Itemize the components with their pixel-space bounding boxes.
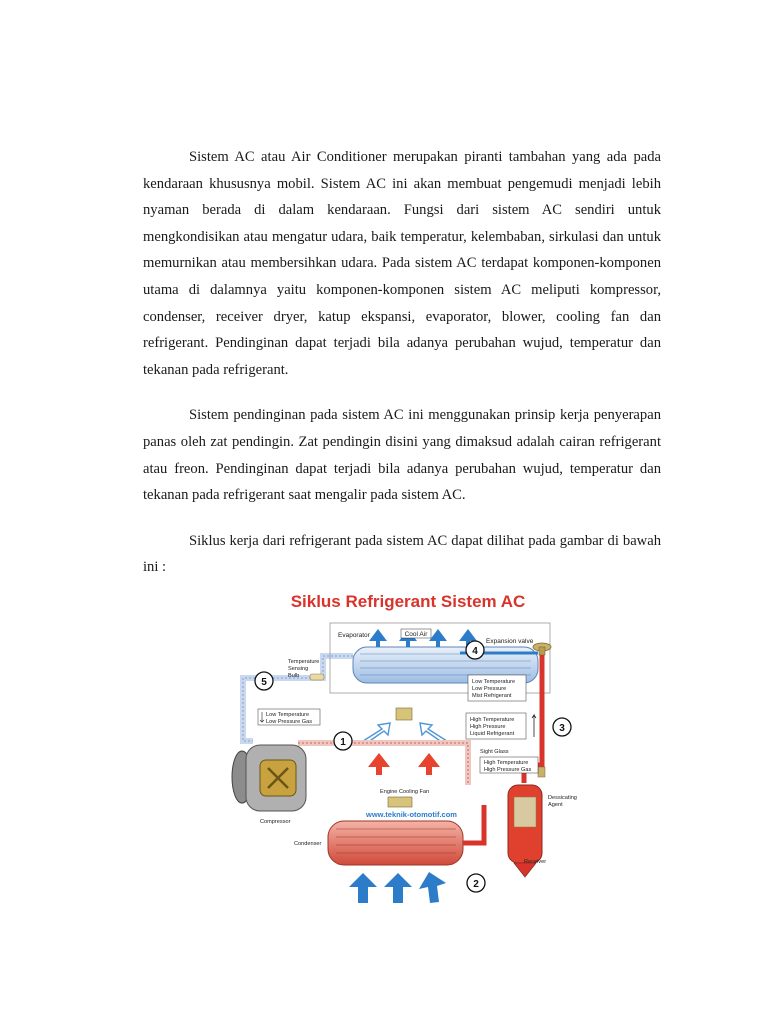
paragraph-principle: Sistem pendinginan pada sistem AC ini menggunakan prinsip kerja penyerapan panas oleh zat pendingin. Zat pendingin disini yang dimaksud adalah cairan refrigerant atau freon. Pendinginan dapat terjadi bila adanya perubahan wujud, temperatur dan tekanan pada refrigerant saat mengalir pada sistem AC.	[143, 407, 661, 504]
paragraph-intro: Sistem AC atau Air Conditioner merupakan piranti tambahan yang ada pada kendaraan khususnya mobil. Sistem AC ini akan membuat pengemudi menjadi lebih nyaman berada di dalam kendaraan. Fungsi dari sistem AC sendiri untuk mengkondisikan atau mengatur udara, baik temperatur, kelembaban, sirkulasi dan untuk memurnikan atau membersihkan udara. Pada sistem AC terdapat komponen-komponen utama di dalamnya yaitu komponen-komponen sistem AC meliputi kompressor, condenser, receiver dryer, katup ekspansi, evaporator, blower, cooling fan dan refrigerant. Pendinginan dapat terjadi bila adanya perubahan wujud, temperatur dan tekanan pada refrigerant.	[143, 149, 661, 378]
hot-air-arrow	[368, 753, 390, 775]
label-liquid-2: High Pressure	[470, 724, 506, 730]
label-liquid-1: High Temperature	[470, 717, 515, 723]
label-condenser: Condenser	[294, 841, 322, 847]
label-liquid-3: Liquid Refrigerant	[470, 731, 515, 737]
ambient-air-arrow	[349, 873, 377, 903]
cool-air-arrow	[429, 629, 447, 647]
cool-air-arrow	[369, 629, 387, 647]
svg-text:3: 3	[559, 723, 565, 734]
label-evaporator: Evaporator	[338, 632, 370, 639]
svg-text:2: 2	[473, 879, 479, 890]
label-sensing-3: Bulb	[288, 673, 300, 679]
label-desiccant-1: Dessicating	[548, 795, 577, 801]
label-sensing-2: Sensing	[288, 666, 309, 672]
label-sight-glass: Sight Glass	[480, 749, 509, 755]
svg-text:1: 1	[340, 737, 346, 748]
label-sensing-1: Temperature	[288, 659, 320, 665]
sensing-bulb	[310, 674, 324, 680]
label-desiccant-2: Agent	[548, 802, 563, 808]
label-mist-2: Low Pressure	[472, 686, 507, 692]
condenser-coil	[328, 821, 463, 865]
ambient-air-arrow	[419, 872, 446, 903]
label-mist-1: Low Temperature	[472, 679, 516, 685]
watermark-text: www.teknik-otomotif.com	[366, 810, 457, 819]
figure-title: Siklus Refrigerant Sistem AC	[290, 592, 526, 611]
hot-air-arrow	[418, 753, 440, 775]
svg-text:5: 5	[261, 677, 267, 688]
refrigerant-cycle-diagram	[228, 585, 588, 905]
label-hpgas-2: High Pressure Gas	[484, 767, 532, 773]
label-lowgas-2: Low Pressure Gas	[266, 719, 313, 725]
label-expansion-valve: Expansion valve	[486, 638, 534, 645]
label-receiver: Receiver	[524, 859, 547, 865]
label-cool-air: Cool Air	[404, 631, 428, 638]
refrigerant-cycle-figure	[228, 585, 588, 905]
paragraph-figure-ref: Siklus kerja dari refrigerant pada sistem AC dapat dilihat pada gambar di bawah ini :	[143, 532, 661, 576]
label-lowgas-1: Low Temperature	[266, 712, 310, 718]
label-hpgas-1: High Temperature	[484, 760, 529, 766]
engine-cooling-fan	[388, 797, 412, 807]
blower-motor	[396, 708, 412, 720]
ambient-air-arrow	[384, 873, 412, 903]
svg-text:4: 4	[472, 646, 478, 657]
label-engine-fan: Engine Cooling Fan	[380, 789, 430, 795]
document-body	[143, 144, 661, 600]
label-compressor: Compressor	[260, 819, 291, 825]
label-mist-3: Mist Refrigerant	[472, 693, 512, 699]
